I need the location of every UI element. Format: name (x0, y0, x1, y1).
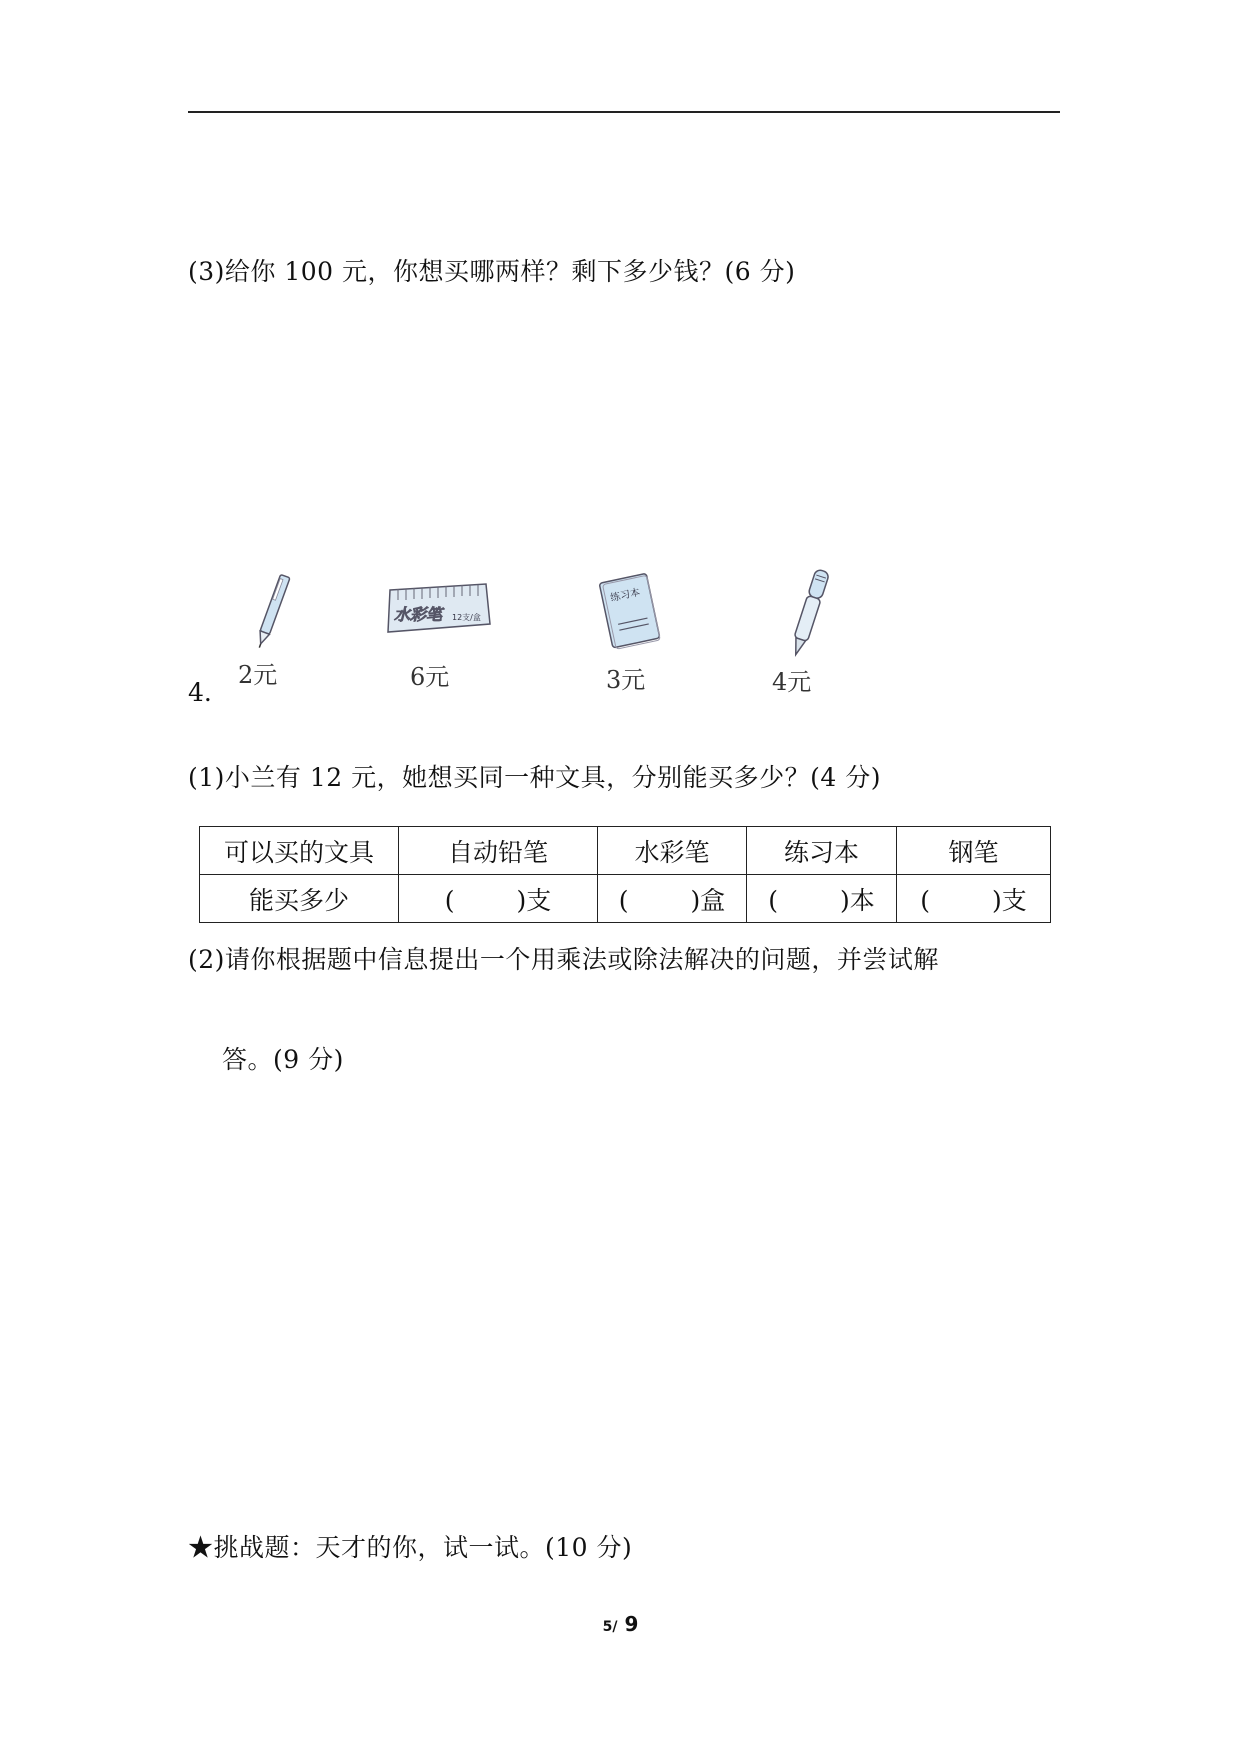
table-header-cell: 自动铅笔 (399, 827, 598, 875)
answer-table (199, 826, 1051, 923)
watercolor-box-sub: 12支/盒 (452, 613, 481, 622)
fountain-pen-icon (780, 565, 840, 667)
question-4-number: 4. (188, 678, 212, 707)
header-rule (188, 111, 1060, 113)
notebook-price: 3元 (606, 666, 646, 694)
watercolor-price: 6元 (410, 663, 450, 691)
fountain-pen-price: 4元 (772, 668, 812, 696)
answer-cell[interactable]: ( )盒 (598, 875, 747, 923)
table-header-cell: 可以买的文具 (200, 827, 399, 875)
watercolor-box-label: 水彩笔 (394, 605, 443, 624)
table-header-cell: 练习本 (747, 827, 897, 875)
notebook-cover-label: 练习本 (609, 587, 642, 605)
table-header-cell: 钢笔 (897, 827, 1051, 875)
question-4-2-continued: 答。(9 分) (222, 1045, 344, 1074)
question-4-1: (1)小兰有 12 元，她想买同一种文具，分别能买多少？(4 分) (188, 763, 881, 792)
table-header-row (200, 827, 1051, 875)
question-3: (3)给你 100 元，你想买哪两样？剩下多少钱？(6 分) (188, 257, 796, 286)
notebook-icon (592, 570, 664, 660)
page-number: 5/ 9 (602, 1612, 639, 1636)
answer-cell[interactable]: ( )本 (747, 875, 897, 923)
pencil-price: 2元 (238, 661, 278, 689)
answer-cell[interactable]: ( )支 (897, 875, 1051, 923)
table-row-label: 能买多少 (200, 875, 399, 923)
table-row (200, 875, 1051, 923)
challenge-question: ★挑战题：天才的你，试一试。(10 分) (188, 1533, 633, 1562)
table-header-cell: 水彩笔 (598, 827, 747, 875)
question-4-2: (2)请你根据题中信息提出一个用乘法或除法解决的问题，并尝试解 (188, 945, 939, 974)
pencil-icon (248, 570, 298, 654)
watercolor-pens-icon (382, 580, 494, 644)
answer-cell[interactable]: ( )支 (399, 875, 598, 923)
